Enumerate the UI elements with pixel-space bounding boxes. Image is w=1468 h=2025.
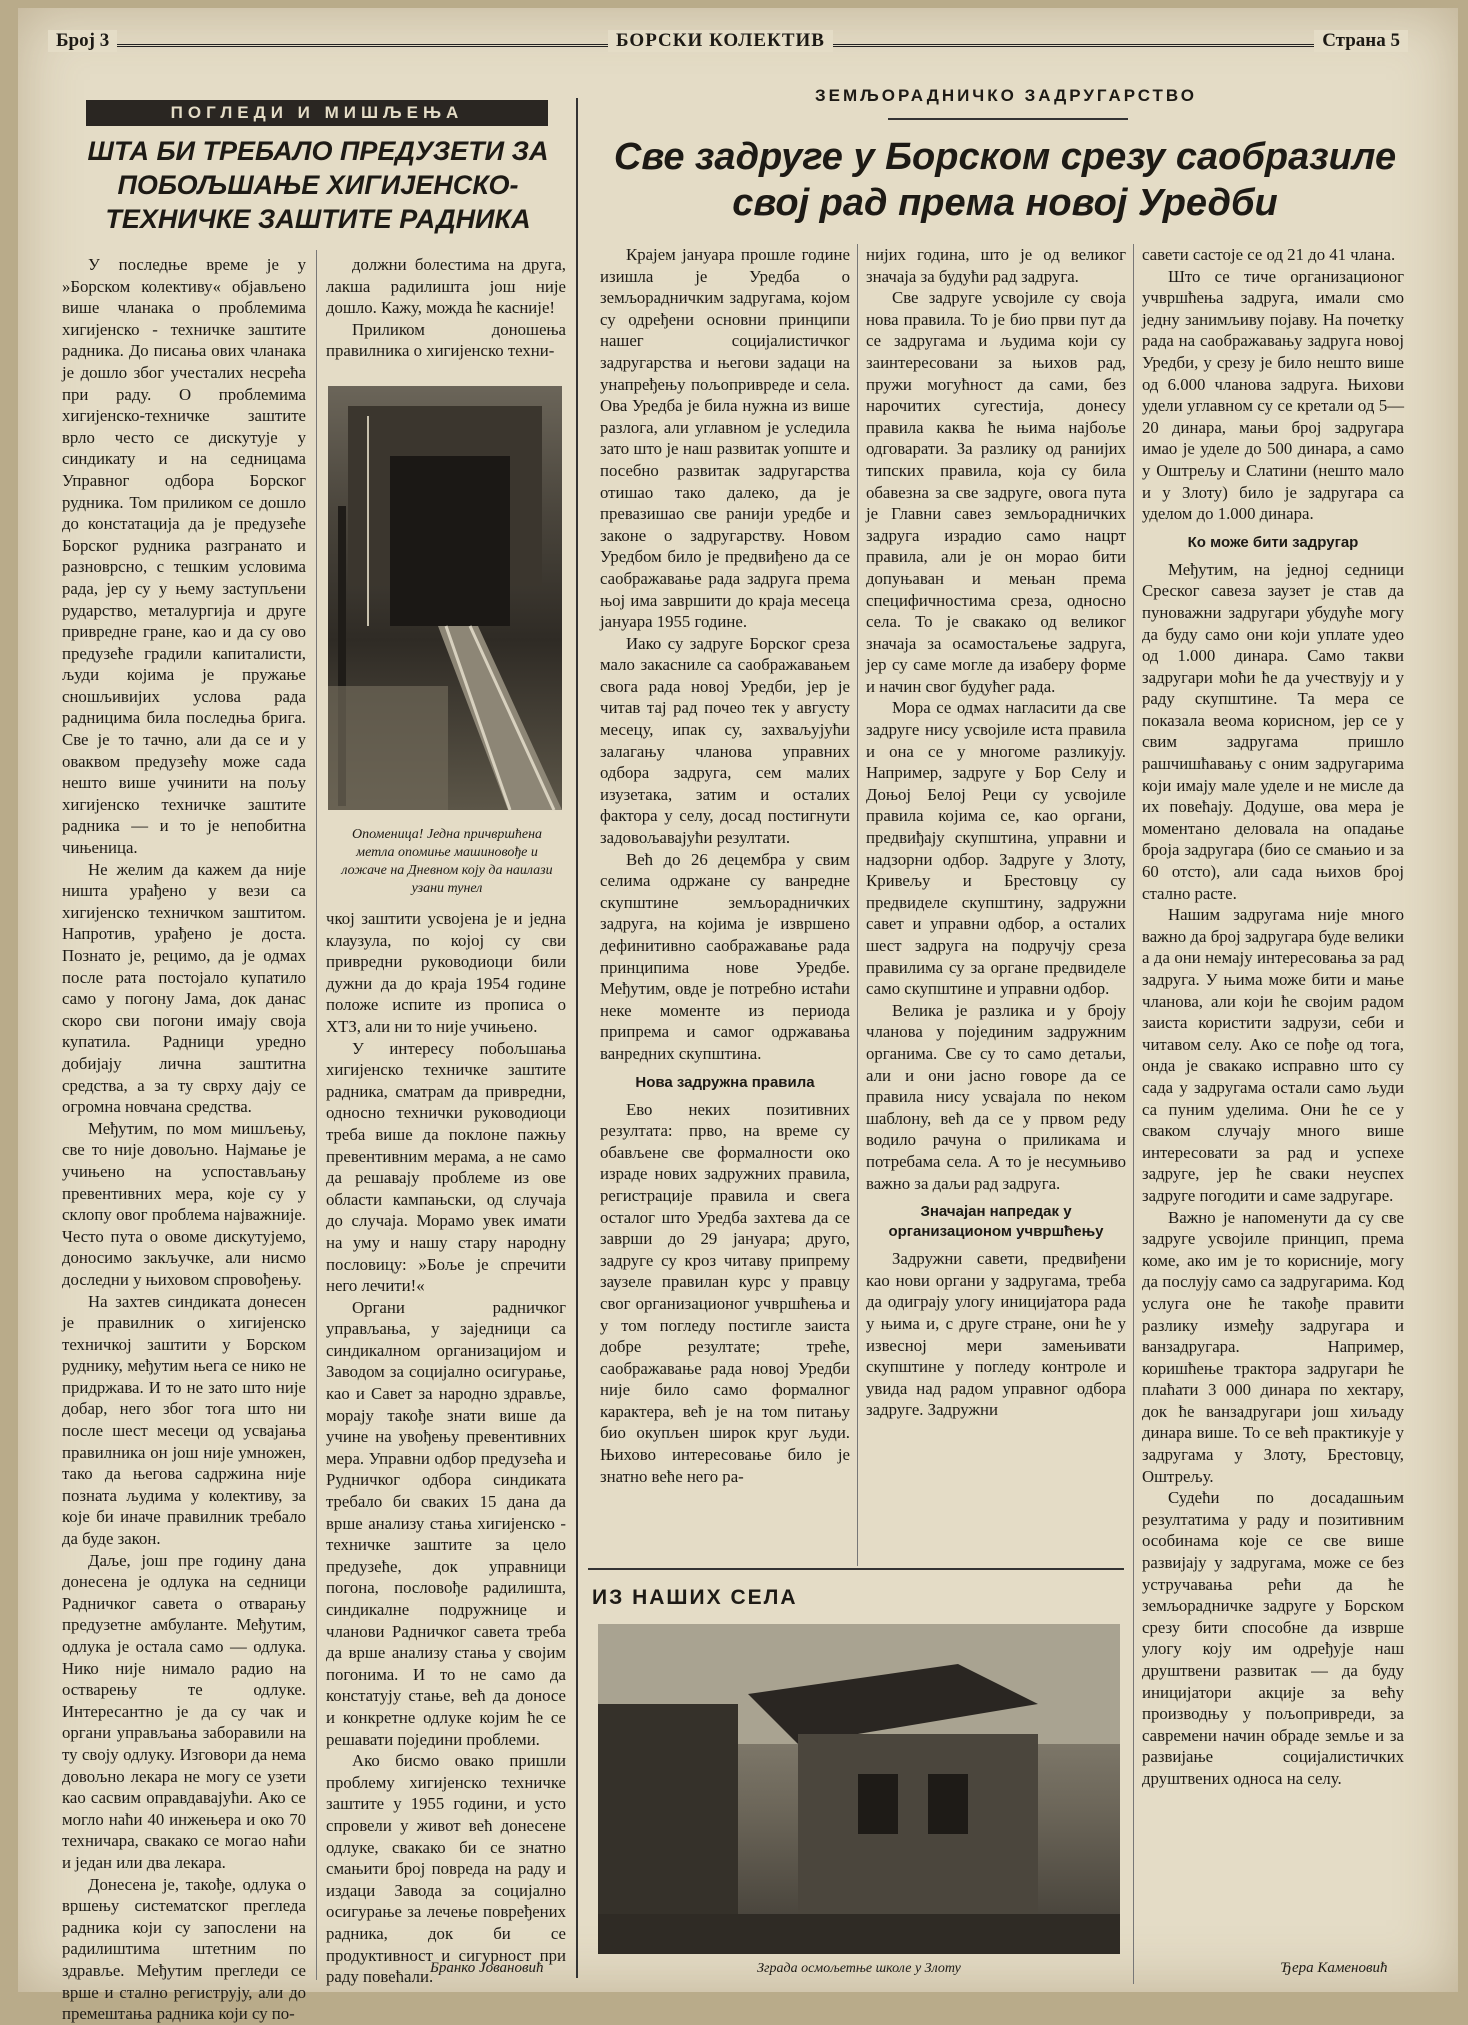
paragraph: Даље, још пре годину дана донесена је одлука на седници Радничког савета о отварању предузетне амбуланте. Међутим, одлука је остала само — одлука. Нико није нимало радио на остварењу те одлуке. Интересантно је да су чак и органи управљања заборавили на ту своју одлуку. Изговори да нема довољно лекара не могу се узети као сасвим оправдавајући. Ако се могло наћи 40 инжењера и око 70 техничара, свакако се могао наћи и један или два лекара. — [62, 1550, 306, 1872]
paragraph: Све задруге усвојиле су своја нова правила. То је био први пут да се задругама и људима који су заинтересовани за њихов рад, пружи могућност да сами, без нарочитих сугестија, донесу правила каква ће њима најбоље одговарати. За разлику од ранијих типских правила, која су била обавезна за све задруге, овога пута је Главни савез земљорадничких задруга израдио само нацрт правила, али је он морао бити допуњаван и мењан према специфичностима среза, односно села. То је свакако од великог значаја за осамостаљење задруга, јер су саме могле да изаберу форме и начин свог будућег рада. — [866, 288, 1126, 696]
subheading: Нова задружна правила — [635, 1073, 815, 1091]
column-divider-main — [576, 98, 578, 1978]
paragraph: должни болестима на друга, лакша радилишта још није дошло. Кажу, можда ће касније! — [326, 255, 566, 318]
left-signature: Бранко Јовановић — [430, 1960, 544, 1976]
right-column-4 — [866, 244, 1126, 1564]
left-headline: ШТА БИ ТРЕБАЛО ПРЕДУЗЕТИ ЗА ПОБОЉШАЊЕ ХИГИЈЕНСКО-ТЕХНИЧКЕ ЗАШТИТЕ РАДНИКА — [87, 136, 549, 234]
column-divider-4 — [1133, 244, 1134, 1984]
right-section-kicker: ЗЕМЉОРАДНИЧКО ЗАДРУГАРСТВО — [814, 86, 1198, 105]
paragraph: Крајем јануара прошле године изишла је Уредба о земљорадничким задругама, којом су одређени основни принципи нашег социјалистичког задругарства и његови задаци на унапређењу пољопривреде и села. Ова Уредба је била нужна из више разлога, али углавном је уследила зато што је наш развитак уопште и посебно развитак задругарства отишао тако далеко, да је превазишао све ранији уредбе и законе о задругарству. Новом Уредбом било је предвиђено да се саображавање рада задруга према њој има завршити до краја месеца јануара 1955 године. — [600, 245, 850, 632]
paper-title: БОРСКИ КОЛЕКТИВ — [608, 30, 833, 52]
school-photo — [598, 1624, 1120, 1954]
masthead — [48, 30, 1408, 60]
paragraph: Донесена је, такође, одлука о вршењу систематског прегледа радника који су запослени на радилиштима штетним по здравље. Међутим прегледи се врше и стално региструју, али до премештања радника који су по- — [62, 1874, 306, 2024]
column-divider-1 — [316, 250, 317, 1980]
paragraph: У последње време је у »Борском колективу« објављено више чланака о проблемима хигијенско - техничке заштите радника. До писања ових чланака је дошло због учесталих несрећа при раду. О проблемима хигијенско-техничке заштите врло често се дискутује у синдикату и на седницама Управног одбора Борског рудника. Том приликом се дошло до констатација да је предузеће Борског рудника разгранато и разноврсно, с тешким условима рада, јер су у њему заступљени рударство, металургија и друге привредне гране, као и да су ово предузеће градили капиталисти, људи којима је пружање сношљивијих услова рада радницима била последња брига. Све је то тачно, али да се и у оваквом предузећу може сада нешто више учинити на пољу хигијенско техничке заштите радника — и то је непобитна чињеница. — [62, 255, 306, 858]
village-top-rule — [588, 1568, 1124, 1570]
paragraph: Приликом доношења правилника о хигијенско техни- — [326, 319, 566, 361]
right-column-5 — [1142, 244, 1404, 1956]
paragraph: Међутим, по мом мишљењу, све то није довољно. Најмање је учињено на успостављању превентивних мера, које су у склопу овог проблема најважније. Често пута о овоме дискутујемо, доносимо закључке, али нисмо доследни у њиховом спровођењу. — [62, 1118, 306, 1289]
paragraph: нијих година, што је од великог значаја за будући рад задруга. — [866, 245, 1126, 286]
subheading: Значајан напредак у организационом учвршћењу — [888, 1203, 1104, 1241]
newspaper-page — [18, 8, 1458, 2024]
issue-number: Број 3 — [48, 30, 117, 52]
paragraph: Не желим да кажем да није ништа урађено у вези са хигијенско техничком заштитом. Напротив, урађено је доста. Познато је, рецимо, да је одмах после рата постојало купатило само у погону Јама, док данас скоро сви погони имају своја купатила. Радници уредно добијају лична заштитна средства, а за ту сврху дају се огромна новчана средства. — [62, 859, 306, 1117]
paragraph: Ако бисмо овако пришли проблему хигијенско техничке заштите у 1955 години, и усто спровели у живот већ донесене одлуке, свакако би се знатно смањити број повреда на раду и издаци Завода за социјално осигурање за лечење повређених радника, док би се продуктивност и сигурност при раду повећали. — [326, 1751, 566, 1987]
paragraph: Иако су задруге Борског среза мало закасниле са саображавањем свога рада новој Уредби, јер је читав тај рад почео тек у августу месецу, ипак су, захваљујући залагању чланова управних одбора задруга, сем малих изузетака, затим и осталих фактора у селу, досад постигнути задовољавајући резултати. — [600, 633, 850, 848]
paragraph: У интересу побољшања хигијенско техничке заштите радника, сматрам да привредни, односно технички руководиоци треба више да поклоне пажњу превентивним мерама, а не само да решавају проблеме из ове области кампањски, од случаја до случаја. Морамо увек имати на уму и нашу стару народну пословицу: »Боље је спречити него лечити!« — [326, 1038, 566, 1296]
tunnel-photo — [328, 386, 562, 810]
paragraph: На захтев синдиката донесен је правилник о хигијенско техничкој заштити у Борском руднику, међутим њега се нико не придржава. И то не зато што није добар, него због тога што ни после шест месеци од усвајања правилника он још није умножен, тако да његова садржина није позната људима у колективу, за које би иначе правилник требало да буде закон. — [62, 1291, 306, 1549]
paragraph: Нашим задругама није много важно да број задругара буде велики а да они немају интересовања за рад задруга. У њима може бити и мање чланова, али који ће својим радом заиста користити задрузи, себи и читавом селу. Ако се пође од тога, онда је свакако исправно што су сада у задругама остали само људи са пуним уделима. Они ће се у сваком случају много више интересовати за рад и успехе задруге, јер ће сваки неуспех задруге погодити и саме задругаре. — [1142, 905, 1404, 1205]
paragraph: Задружни савети, предвиђени као нови органи у задругама, треба да одиграју улогу иницијатора рада у њима и, с друге стране, они ће у извесној мери замењивати скупштине у погледу контроле и увида над радом управног одбора задруге. Задружни — [866, 1249, 1126, 1420]
village-heading: ИЗ НАШИХ СЕЛА — [592, 1586, 798, 1609]
subheading: Ко може бити задругар — [1187, 533, 1359, 551]
paragraph: Мора се одмах нагласити да све задруге нису усвојиле иста правила и она се у многоме разликују. Например, задруге у Бор Селу и Доњој Белој Реци су усвојиле правила којима се, као органи, предвиђају скупштина, управни и надзорни одбор. Задруге у Злоту, Кривељу и Брестовцу су предвиделе скупштину, задружни савет и управни одбор, а осталих шест задруга на подручју среза правилима су за органе предвиделе само скупштине и управни одбор. — [866, 698, 1126, 999]
tunnel-photo-art — [328, 386, 562, 810]
left-column-1 — [62, 254, 306, 2024]
right-headline: Све задруге у Борском срезу саобразиле свој рад према новој Уредби — [613, 136, 1397, 224]
paragraph: Већ до 26 децембра у свим селима одржане су ванредне скупштине земљорадничких задруга, на којима је извршено дефинитивно саображавање рада принципима нове Уредбе. Међутим, овде је потребно истаћи неке моменте из периода припрема и самог одржавања ванредних скупштина. — [600, 849, 850, 1063]
paragraph: Међутим, на једној седници Среског савеза заузет је став да пуноважни задругари убудуће могу да буду само они који уплате удео од 1.000 динара. Само такви задругари моћи ће да учествују и у раду скупштине. Та мера се показала веома корисном, јер се у свим задругама пришло рашчишћавању с оним задругарима који имају мале уделе и не мисле да их повећају. Додуше, ова мера је моментано деловала на опадање броја задругара (био се смањио и за 60 отсто), али сада њихов број стално расте. — [1142, 559, 1404, 903]
paragraph: савети састоје се од 21 до 41 члана. — [1142, 245, 1396, 264]
left-column-2-top — [326, 254, 566, 372]
kicker-underline — [888, 118, 1128, 120]
paragraph: Велика је разлика и у броју чланова у појединим задружним органима. Све су то само детаљи, али и они јасно говоре да се правила нису усвајала по неком шаблону, већ да се у првом реду водило рачуна о приликама и потребама села. А то је несумњиво важно за даљи рад задруга. — [866, 1000, 1126, 1193]
right-column-3 — [600, 244, 850, 1564]
paragraph: Што се тиче организационог учвршћења задруга, имали смо једну занимљиву појаву. На почетку рада на саображавању задруга новој Уредби, у срезу је било нешто више од 6.000 чланова задруга. Њихови удели углавном су се кретали од 5—20 динара, мањи број задругара имао је уделе до 500 динара, а само у Оштрељу и Слатини (нешто мало и у Злоту) било је задругара са уделом до 1.000 динара. — [1142, 266, 1404, 524]
page-number: Страна 5 — [1314, 30, 1408, 52]
paragraph: чкој заштити усвојена је и једна клаузула, по којој су сви привредни руководиоци били дужни да до краја 1954 године положе испите из прописа о ХТЗ, али ни то није учињено. — [326, 909, 566, 1036]
column-divider-3 — [857, 244, 858, 1566]
school-photo-caption: Зграда осмољетње школе у Злоту — [757, 1961, 961, 1976]
paragraph: Ево неких позитивних резултата: прво, на време су обављене све формалности око израде нових задружних правила, регистрације правила и свега осталог што Уредба захтева да се заврши до 29 јануара; друго, задруге су кроз читаву припрему заузеле правилан курс у правцу свог организационог учвршћења и у том погледу постигле заиста добре резултате; треће, саображавање рада новој Уредби није било само формалног карактера, већ је на том питању био окупљен широк круг људи. Њихово интересовање било је знатно веће него ра- — [600, 1099, 850, 1486]
paragraph: Органи радничког управљања, у заједници са синдикалном организацијом и Заводом за социјално осигурање, као и Савет за народно здравље, морају такође знати више да учине на увођењу превентивних мера. Управни одбор предузећа и Рудничког одбора синдиката требало би сваких 15 дана да врше анализу стања хигијенско - техничке заштите за цело предузеће, док управници погона, пословође радилишта, синдикалне подружнице и чланови Радничког савета треба да врше анализу стања у својим погонима. И то не само да констатују стање, већ да доносе и конкретне одлуке којим ће се решавати поједини проблеми. — [326, 1297, 566, 1749]
tunnel-photo-caption: Опоменица! Једна причвршћена метла опомиње машиновође и ложаче на Дневном коју да наилази узани тунел — [341, 827, 553, 896]
paragraph: Судећи по досадашњим резултатима у раду и позитивним особинама које се све више развијају у задругама, може се без устручавања рећи да ће земљорадничке задруге у Борском срезу бити способне да изврше улогу коју им одређује наш друштвени развитак — да буду иницијатори акције за већу производњу у пољопривреди, за савремени начин обраде земље и за развијање социјалистичких друштвених односа на селу. — [1142, 1488, 1404, 1788]
right-signature: Ђера Каменовић — [1280, 1960, 1388, 1976]
school-photo-art — [598, 1624, 1120, 1954]
paragraph: Важно је напоменути да су све задруге усвојиле принцип, према коме, ако им је то корисније, могу да послују само са задругарима. Код услуга оне ће такође правити разлику између задругара и ванзадругара. Например, коришћење трактора задругари ће плаћати 3 000 динара по хектару, док ће ванзадругари још хиљаду динара више. То се већ практикује у задругама у Злоту, Брестовцу, Оштрељу. — [1142, 1207, 1404, 1486]
section-kicker: ПОГЛЕДИ И МИШЉЕЊА — [86, 100, 548, 126]
